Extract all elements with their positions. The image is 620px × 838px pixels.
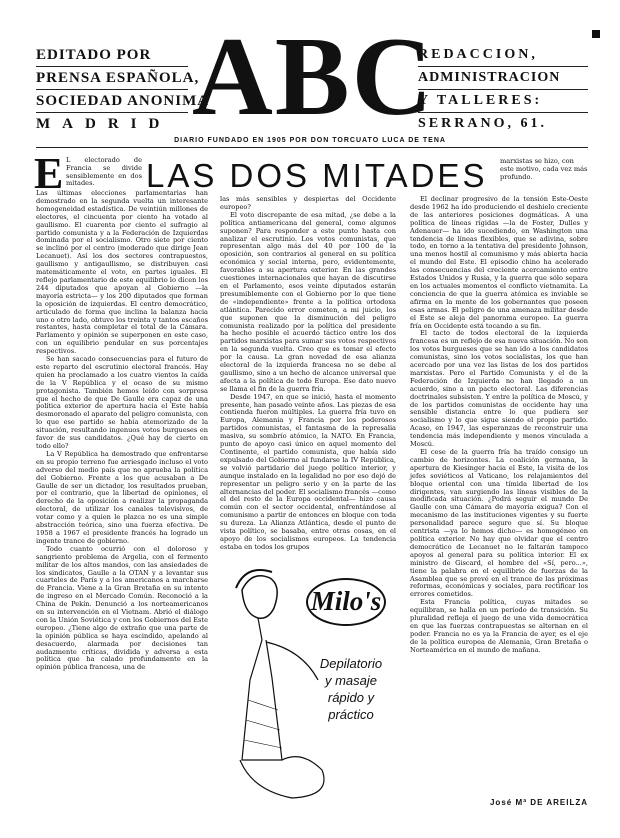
article-headline: LAS DOS MITADES: [146, 157, 488, 194]
header-right: [418, 44, 588, 135]
header-left-line: PRENSA ESPAÑOLA,: [36, 67, 188, 90]
masthead-logo: ABC: [192, 15, 435, 139]
article-column-3-top: marxistas se hizo, con este motivo, cada vez más profundo.: [500, 157, 588, 181]
header-right-line: SERRANO, 61.: [418, 116, 547, 131]
paragraph: El declinar progresivo de la tensión Este-Oeste desde 1962 ha ido produciendo el deshielo creciente de las anteriores posiciones dogmáticas. A una política de líneas rígidas —la de Foster, Dulles y Adenauer— ha ido sucediendo, en Washington una tendencia de líneas flexibles, que se adivina, sobre todo, en torno a la tentativa del presidente Johnson, una menos hostil al comunismo y más abierta hacia el mundo del Este. El episodio chino ha acelerado las consecuencias del creciente acercamiento entre Estados Unidos y Rusia, y la guerra que sólo separa en los actuales momentos el conflicto vietnamita. La conciencia de que la guerra atómica es inviable se afirma en la mente de los gobernantes que poseen esas armas. El peligro de una amenaza militar desde el Este se aleja del panorama europeo. La guerra fría en Occidente está tocando a su fin.: [410, 195, 588, 330]
header-left-line: SOCIEDAD ANONIMA: [36, 90, 188, 113]
ad-tagline: práctico: [328, 707, 374, 722]
header-left: [36, 44, 210, 135]
paragraph: El cese de la guerra fría ha traído consigo un cambio de horizontes. La coalición germana, la apertura de Kiesinger hacia el Este, la visita de los jefes soviéticos al Vaticano, los relajamientos del bloque oriental con una tímida libertad de los dirigentes, van surgiendo las líneas visibles de la modificada situación. ¿Podrá seguir el mundo De Gaulle con una Cámara de mayoría exigua? Con el mecanismo de las instituciones vigentes y su fuerte personalidad parece seguro que sí. Su bloque centrista —ya lo hemos dicho— es homogéneo en política exterior. No hay que olvidar que el centro democrático de Lecanuet no le faltarán tampoco apoyos al general para su política interior. El ex ministro de Giscard, el hombre del «Sí, pero...», tiene la palabra en el equilibrio de fuerzas de la Asamblea que se prevé en el trance de las próximas reformas, económicas y sociales, para rectificar los errores cometidos.: [410, 448, 588, 599]
header-left-line: MADRID: [36, 116, 172, 132]
masthead-rule: [36, 147, 588, 148]
founder-line: DIARIO FUNDADO EN 1905 POR DON TORCUATO LUCA DE TENA: [174, 137, 446, 144]
paragraph: Desde 1947, en que se inició, hasta el momento presente, han pasado veinte años. Las piezas de esa contienda fueron múltiples. La guerra fría tuvo en Europa, Alemania y Francia por los poderosos partidos comunistas, el fantasma de la represalia masiva, su sombrío atómico, la NATO. En Francia, punto de apoyo casi único en aquel momento del Continente, el partido comunista, que había sido expulsado del Gobierno al fundarse la IV República, se volvió partidario del juego político interior, y aunque instalado en la legalidad no por eso dejó de representar un peligro serio y en la parte de las alternancias del poder. El socialismo francés —como el del resto de la Europa occidental— hizo causa común con el sector occidental, enfrentándose al comunismo a partir de entonces en bloque con toda su dureza. La Alianza Atlántica, desde el punto de vista político, se basaba, entre otras cosas, en el apoyo de los socialismos europeos. La tendencia estaba en todos los grupos: [220, 392, 396, 551]
ad-tagline: rápido y: [327, 690, 375, 705]
corner-mark: [592, 30, 600, 38]
article-column-2: [220, 196, 396, 551]
author-signature: José Mª DE AREILZA: [489, 798, 588, 807]
paragraph: El voto discrepante de esa mitad, ¿se debe a la política antiamericana del general, como algunos suponen? Para responder a este punto hasta con analizar el escrutinio. Los votos comunistas, que representan algo más del 40 por 100 de la oposición, son contrarios al general en su política económica y social interna, pero, evidentemente, favorables a su apertura exterior. En las grandes cuestiones internacionales que hayan de discutirse en el Parlamento, esos veinte diputados estarán presumiblemente con el Gobierno por lo que tiene de «independiente» frente a la política ortodoxa atlántica. Parecido error cometen, a mi juicio, los que suponen que la disminución del peligro comunista realizado por la política del presidente ha hecho posible el acuerdo táctico entre los dos partidos marxistas para sumar sus votos respectivos en la segunda vuelta. Creo que es tomar el efecto por la causa. La gran novedad de esa alianza electoral de la izquierda francesa no se debe al gaullismo, sino a un hecho de alcance universal que afecta a la política de todo Europa. Ese dato nuevo se llama el fin de la guerra fría.: [220, 210, 396, 393]
ad-tagline: Depilatorio: [319, 656, 383, 671]
paragraph: las más sensibles y despiertas del Occidente europeo?: [220, 195, 396, 211]
header-left-line: EDITADO POR: [36, 44, 188, 67]
ad-brand: Milo's: [306, 578, 386, 626]
milos-advertisement: [222, 560, 396, 810]
paragraph: Todo cuanto ocurrió con el doloroso y sangriento problema de Argelia, con el fermento militar de los altos mandos, con las ansiedades de los sindicatos, Gaulle a la OTAN y a levantar sus cuarteles de París y a los americanos a marcharse de Francia. Viene a la Gran Bretaña en su intento de ingreso en el Mercado Común. Reconoció a la China de Pekín. Denunció a los norteamericanos en su intervención en el Vietnam. Abrió el diálogo con la Unión Soviética y con los Gobiernos del Este europeo. ¿Tiene algo de extraño que una parte de la opinión pública se haya escindido, apelando al desacuerdo, alarmada por decisiones tan audazmente críticas, dividida y adversa a esta política que ha calado profundamente en la opinión pública francesa, una de: [36, 544, 208, 672]
article-intro: L electorado de Francia se divide sensiblemente en dos mitades.: [66, 156, 142, 188]
paragraph: Se han sacado consecuencias para el futuro de este reparto del escrutinio electoral francés. Hay quien ha proclamado a los cuatro vientos la caída de la V República y el ocaso de su mismo protagonista. También hemos leído con sorpresa que el hecho de que De Gaulle era capaz de una política exterior de apertura hacia el Este había desmoronado el aparato del peligro comunista, con lo que ese partido se había atemorizado de la situación, resultando ingenuos votos burgueses en favor de sus candidatos. ¿Qué hay de cierto en todo ello?: [36, 355, 208, 450]
header-right-line: Y TALLERES:: [418, 90, 588, 113]
article-column-1: [36, 190, 208, 800]
paragraph: Esta Francia política, cuyas mitades se equilibran, se halla en un período de transición. Su pluralidad refleja el juego de una vida democrática en que las fuerzas contrapuestas se alternan en el poder. Francia no es ya la Francia de ayer, es el eje de la política europea de Alemania, Gran Bretaña o Norteamérica en el mundo de mañana.: [410, 598, 588, 654]
header-right-line: REDACCION,: [418, 44, 588, 67]
ad-tagline: y masaje: [324, 673, 378, 688]
article-column-3: [410, 196, 588, 786]
paragraph: La V República ha demostrado que enfrentarse en su propio terreno fue arriesgado incluso el voto adverso del medio país que no aprueba la política del Gobierno. Frente a los que acusaban a De Gaulle de ser un dictador, los resultados prueban, por el contrario, que la libertad de opiniones, el derecho de la oposición a realizar la propaganda electoral, de utilizar los canales televisivos, de votar como y a quien le plazca no es una simple abstracción teórica, sino una fuerza efectiva. De 1958 a 1967 el presidente francés ha logrado un ingente trance de gobierno.: [36, 449, 208, 545]
paragraph: El tacto de todos electoral de la izquierda francesa es un reflejo de esa nueva situación. No son los votos burgueses que se han ido a los candidatos comunistas, sino los votos socialistas, los que han acercado por una vez las listas de los dos partidos marxistas. Pero el Partido Comunista y el de la Federación de Izquierda no han llegado a un acuerdo, sino a un pacto electoral. Las diferencias doctrinales subsisten. Y entre la política de Moscú, y de los partidos comunistas de occidente hay una sensible distancia entre lo que pudiera ser socialismo y lo que sigue siendo el propio partido. Acaso, en 1947, las esperanzas de reconstruir una tendencia más independiente y menos vinculada a Moscú.: [410, 329, 588, 449]
paragraph: Las últimas elecciones parlamentarias han demostrado en la segunda vuelta un interesante homogeneidad estadística. De veintiún millones de electores, el cincuenta por ciento ha votado al gaullismo. El cuarenta por ciento el sufragio al partido comunista y a la Federación de Izquierdas dominada por el socialismo. Otro siete por ciento se inclinó por el centro (moderado que dirige Jean Lecanuet). Así los dos sectores contrapuestos, gaullismo y antigaullismo, se distribuyen casi matemáticamente el voto, en partes iguales. El reflejo parlamentario de este equilibrio lo dicen los 244 diputados que apoyan al Gobierno —la mayoría estricta— y los 200 diputados que forman la oposición de izquierdas. El centro democrático, articulado de forma que inclina la balanza hacia uno o otro lado, obtuvo los treinta y tantos escaños restantes, hasta completar el total de la Cámara. Parlamento y opinión se superponen en este caso, con un equilibrio pendular en sus porcentajes respectivos.: [36, 189, 208, 356]
drop-cap: E: [34, 149, 64, 198]
header-right-line: ADMINISTRACION: [418, 67, 588, 90]
